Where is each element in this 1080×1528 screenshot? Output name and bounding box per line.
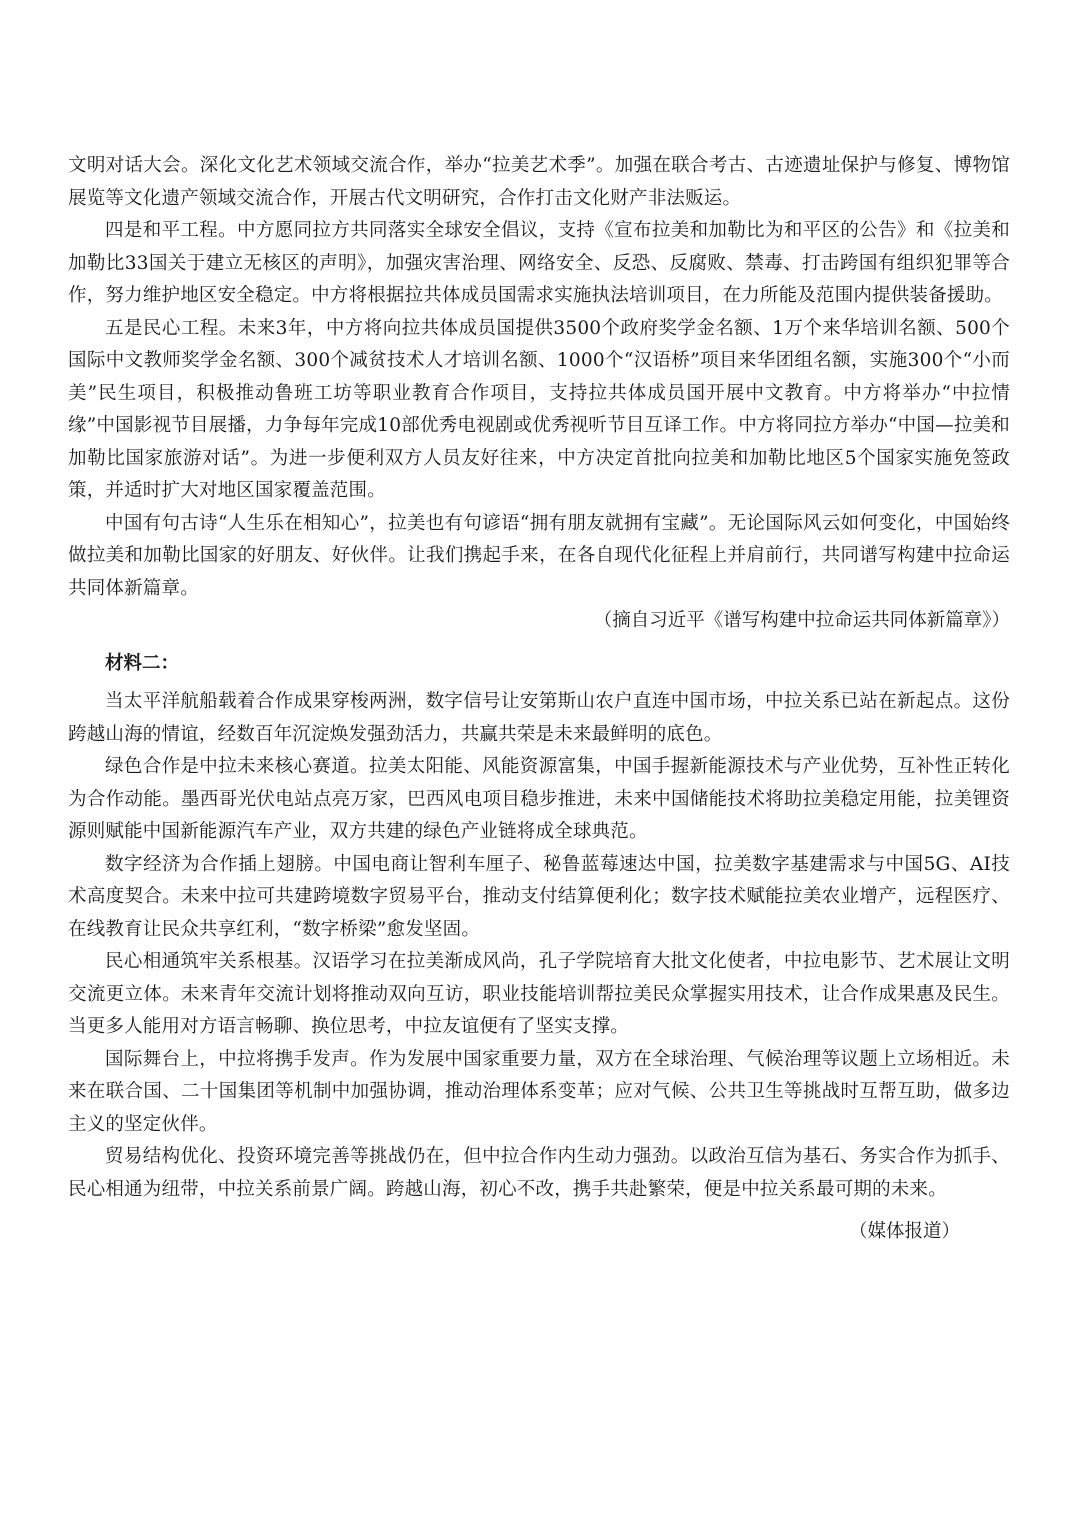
material-one-source: （摘自习近平《谱写构建中拉命运共同体新篇章》） <box>593 610 1010 631</box>
material-one-paragraph-conclusion: 中国有句古诗“人生乐在相知心”，拉美也有句谚语“拥有朋友就拥有宝藏”。无论国际风云如何变化，中国始终做拉美和加勒比国家的好朋友、好伙伴。让我们携起手来，在各自现代化征程上并肩前行，共同谱写构建中拉命运共同体新篇章。 <box>68 512 1010 599</box>
material-two-paragraph-intro: 当太平洋航船载着合作成果穿梭两洲，数字信号让安第斯山农户直连中国市场，中拉关系已站在新起点。这份跨越山海的情谊，经数百年沉淀焕发强劲活力，共赢共荣是未来最鲜明的底色。 <box>68 691 1010 745</box>
material-one-paragraph-people-project: 五是民心工程。未来3年，中方将向拉共体成员国提供3500个政府奖学金名额、1万个来华培训名额、500个国际中文教师奖学金名额、300个减贫技术人才培训名额、1000个“汉语桥”项目来华团组名额，实施300个“小而美”民生项目，积极推动鲁班工坊等职业教育合作项目，支持拉共体成员国开展中文教育。中方将举办“中拉情缘”中国影视节目展播，力争每年完成10部优秀电视剧或优秀视听节目互译工作。中方将同拉方举办“中国—拉美和加勒比国家旅游对话”。为进一步便利双方人员友好往来，中方决定首批向拉美和加勒比地区5个国家实施免签政策，并适时扩大对地区国家覆盖范围。 <box>68 317 1010 501</box>
material-one-paragraph-continued: 文明对话大会。深化文化艺术领域交流合作，举办“拉美艺术季”。加强在联合考古、古迹遗址保护与修复、博物馆展览等文化遗产领域交流合作，开展古代文明研究，合作打击文化财产非法贩运。 <box>68 155 1010 209</box>
material-one-paragraph-peace-project: 四是和平工程。中方愿同拉方共同落实全球安全倡议，支持《宣布拉美和加勒比为和平区的公告》和《拉美和加勒比33国关于建立无核区的声明》，加强灾害治理、网络安全、反恐、反腐败、禁毒、打击跨国有组织犯罪等合作，努力维护地区安全稳定。中方将根据拉共体成员国需求实施执法培训项目，在力所能及范围内提供装备援助。 <box>68 220 1010 306</box>
material-two-paragraph-international: 国际舞台上，中拉将携手发声。作为发展中国家重要力量，双方在全球治理、气候治理等议题上立场相近。未来在联合国、二十国集团等机制中加强协调，推动治理体系变革；应对气候、公共卫生等挑战时互帮互助，做多边主义的坚定伙伴。 <box>68 1048 1010 1135</box>
material-two-paragraph-digital: 数字经济为合作插上翅膀。中国电商让智利车厘子、秘鲁蓝莓速达中国，拉美数字基建需求与中国5G、AI技术高度契合。未来中拉可共建跨境数字贸易平台，推动支付结算便利化；数字技术赋能拉美农业增产，远程医疗、在线教育让民众共享红利，“数字桥梁”愈发坚固。 <box>68 853 1010 940</box>
material-two-paragraph-people: 民心相通筑牢关系根基。汉语学习在拉美渐成风尚，孔子学院培育大批文化使者，中拉电影节、艺术展让文明交流更立体。未来青年交流计划将推动双向互访，职业技能培训帮拉美民众掌握实用技术，让合作成果惠及民生。当更多人能用对方语言畅聊、换位思考，中拉友谊便有了坚实支撑。 <box>68 951 1010 1037</box>
material-two-source: （媒体报道） <box>848 1221 960 1242</box>
material-two-paragraph-future: 贸易结构优化、投资环境完善等挑战仍在，但中拉合作内生动力强劲。以政治互信为基石、务实合作为抓手、民心相通为纽带，中拉关系前景广阔。跨越山海，初心不改，携手共赴繁荣，便是中拉关系最可期的未来。 <box>68 1146 1010 1200</box>
spacer <box>68 1206 1010 1216</box>
material-two-paragraph-green: 绿色合作是中拉未来核心赛道。拉美太阳能、风能资源富集，中国手握新能源技术与产业优势，互补性正转化为合作动能。墨西哥光伏电站点亮万家，巴西风电项目稳步推进，未来中国储能技术将助拉美稳定用能，拉美锂资源则赋能中国新能源汽车产业，双方共建的绿色产业链将成全球典范。 <box>68 756 1010 842</box>
material-two-heading: 材料二： <box>105 652 180 674</box>
